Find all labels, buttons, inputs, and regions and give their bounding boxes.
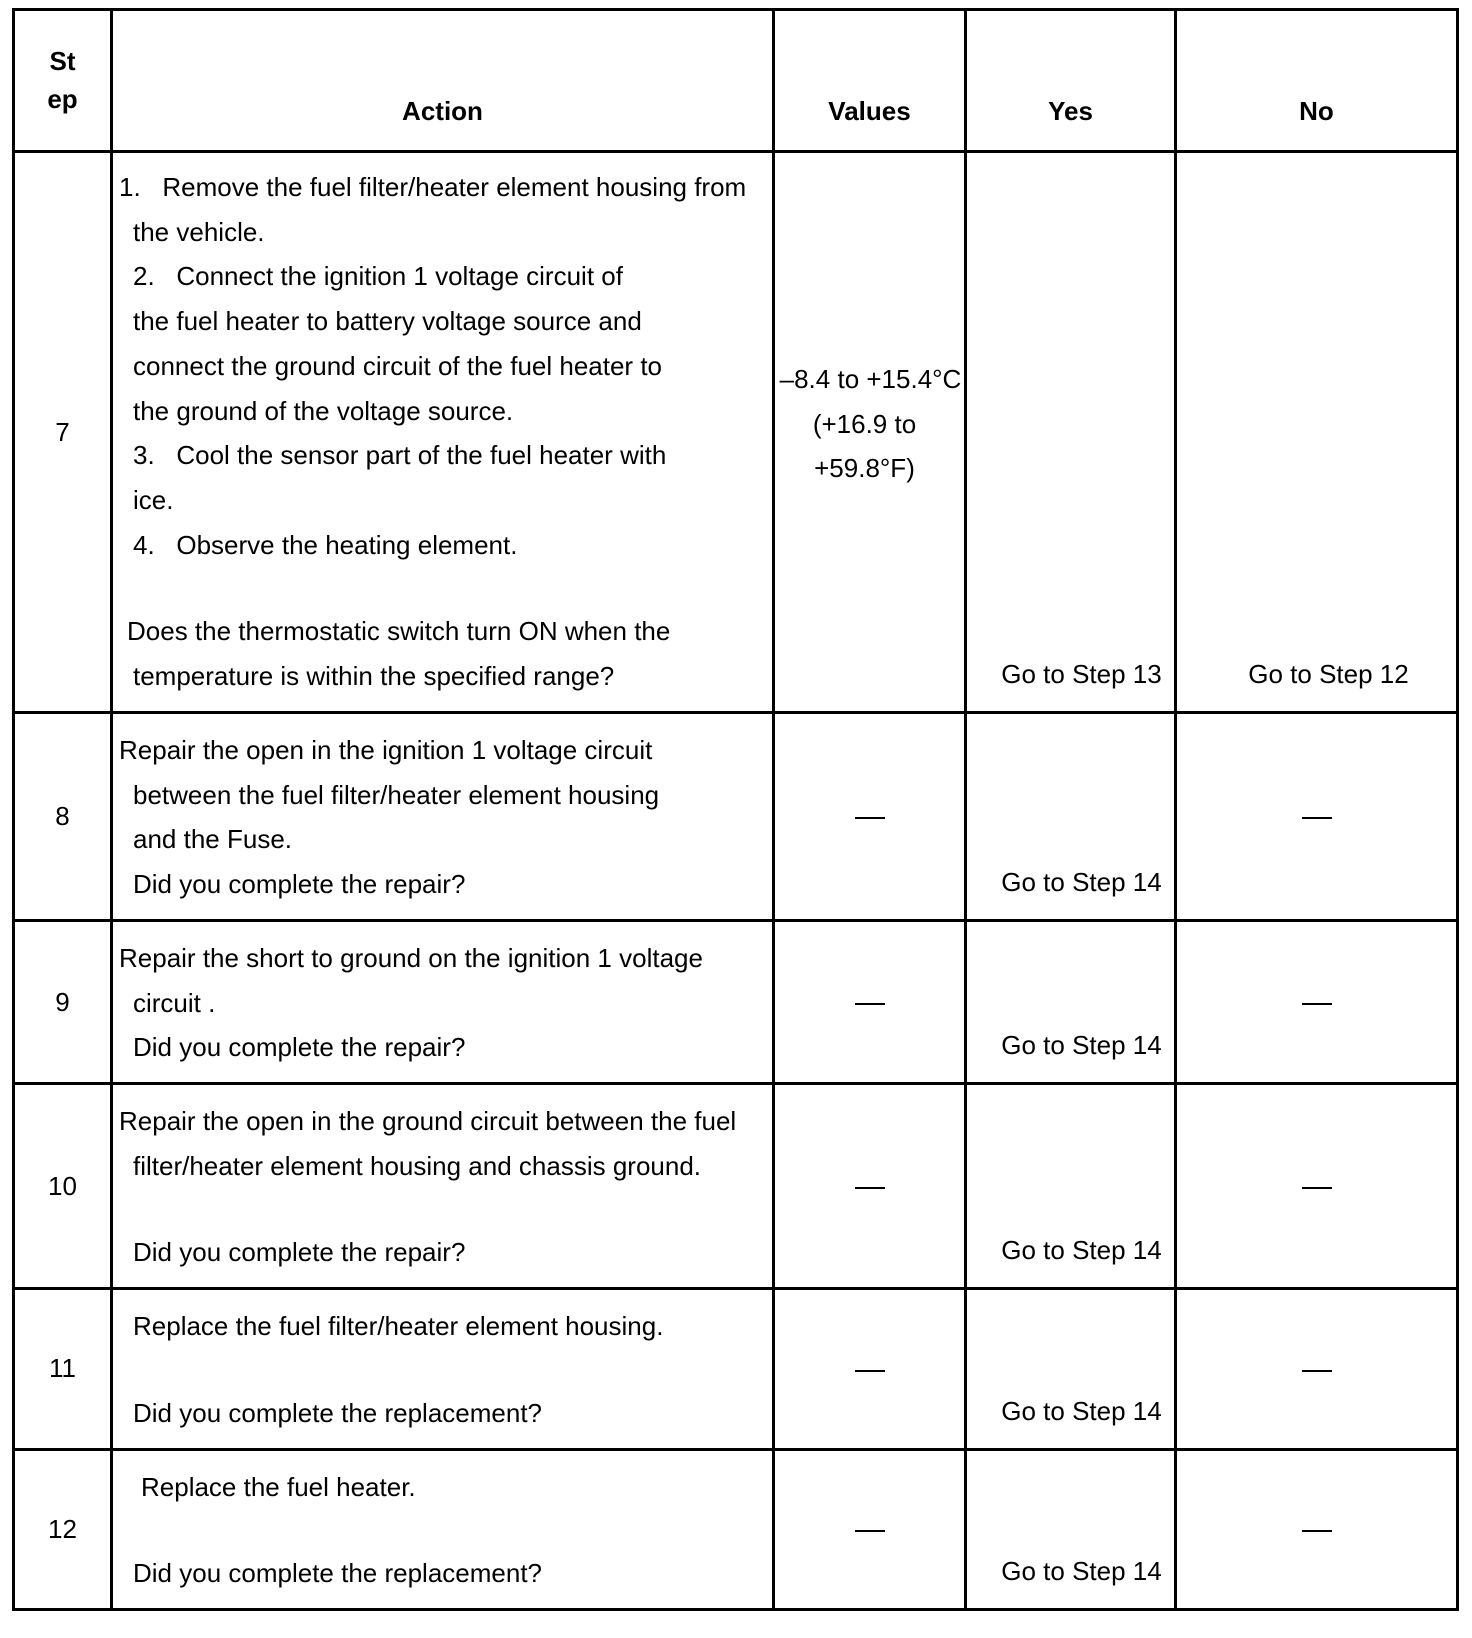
yes-cell: Go to Step 14 [966, 1449, 1176, 1609]
no-cell [1176, 1289, 1458, 1449]
header-values: Values [774, 10, 966, 152]
dash-mark [1302, 817, 1332, 819]
action-cell [112, 1289, 774, 1449]
step-number: 7 [14, 152, 112, 713]
step-number: 11 [14, 1289, 112, 1449]
value-line: –8.4 to +15.4°C [779, 364, 962, 394]
header-step-line-2: ep [47, 83, 78, 114]
table-row [14, 1449, 1458, 1609]
dash-mark [855, 817, 885, 819]
yes-cell: Go to Step 14 [966, 1289, 1176, 1449]
yes-cell: Go to Step 13 [966, 152, 1176, 713]
action-line: Repair the open in the ignition 1 voltage circuit [119, 734, 653, 765]
table-row [14, 152, 1458, 713]
values-cell [774, 1083, 966, 1288]
yes-cell: Go to Step 14 [966, 920, 1176, 1083]
action-cell [112, 152, 774, 713]
action-line: Did you complete the replacement? [133, 1558, 543, 1589]
header-step-line-1: St [49, 45, 76, 76]
no-cell: Go to Step 12 [1176, 152, 1458, 713]
dash-mark [1302, 1187, 1332, 1189]
no-cell [1176, 1083, 1458, 1288]
dash-mark [855, 1370, 885, 1372]
action-cell [112, 920, 774, 1083]
dash-mark [1302, 1370, 1332, 1372]
header-step [14, 10, 112, 152]
dash-mark [855, 1187, 885, 1189]
action-line: circuit . [133, 987, 216, 1018]
no-cell [1176, 920, 1458, 1083]
header-action: Action [112, 10, 774, 152]
dash-mark [855, 1003, 885, 1005]
action-line: 1. Remove the fuel filter/heater element housing from [119, 172, 747, 202]
diagnostic-table [12, 8, 1459, 1611]
action-line: Did you complete the repair? [133, 1032, 466, 1063]
action-line: ice. [133, 485, 174, 516]
dash-mark [1302, 1530, 1332, 1532]
action-line: Does the thermostatic switch turn ON when the [127, 616, 671, 647]
action-cell [112, 1083, 774, 1288]
table-row [14, 920, 1458, 1083]
action-line: 3. Cool the sensor part of the fuel heater with [133, 440, 667, 471]
yes-cell: Go to Step 14 [966, 712, 1176, 920]
action-line: the vehicle. [133, 216, 265, 247]
values-cell [774, 1449, 966, 1609]
action-line: Repair the short to ground on the ignition 1 voltage [119, 942, 703, 973]
no-cell [1176, 1449, 1458, 1609]
values-cell [774, 152, 966, 713]
action-line: Replace the fuel filter/heater element housing. [133, 1311, 664, 1342]
yes-cell: Go to Step 14 [966, 1083, 1176, 1288]
action-line: 4. Observe the heating element. [133, 529, 518, 560]
action-line: filter/heater element housing and chassis ground. [133, 1150, 702, 1181]
dash-mark [1302, 1003, 1332, 1005]
value-line: (+16.9 to [812, 408, 917, 439]
step-number: 12 [14, 1449, 112, 1609]
action-line: Replace the fuel heater. [141, 1471, 416, 1502]
values-cell [774, 1289, 966, 1449]
table-row [14, 1289, 1458, 1449]
action-line: temperature is within the specified range? [133, 661, 615, 692]
action-line: between the fuel filter/heater element housing [133, 779, 660, 810]
values-cell [774, 920, 966, 1083]
header-row [14, 10, 1458, 152]
action-line: Did you complete the repair? [133, 869, 466, 900]
table-row [14, 1083, 1458, 1288]
action-line: connect the ground circuit of the fuel heater to [133, 350, 663, 381]
step-number: 9 [14, 920, 112, 1083]
action-line: 2. Connect the ignition 1 voltage circuit of [133, 261, 623, 292]
table-row [14, 712, 1458, 920]
no-cell [1176, 712, 1458, 920]
header-yes: Yes [966, 10, 1176, 152]
action-line: Did you complete the replacement? [133, 1397, 543, 1428]
action-line: Repair the open in the ground circuit between the fuel [119, 1105, 737, 1136]
action-line: the fuel heater to battery voltage source and [133, 306, 642, 337]
values-cell [774, 712, 966, 920]
action-cell [112, 712, 774, 920]
action-line: the ground of the voltage source. [133, 395, 514, 426]
step-number: 8 [14, 712, 112, 920]
action-line: and the Fuse. [133, 824, 292, 855]
value-line: +59.8°F) [814, 453, 915, 484]
action-cell [112, 1449, 774, 1609]
header-no: No [1176, 10, 1458, 152]
step-number: 10 [14, 1083, 112, 1288]
dash-mark [855, 1530, 885, 1532]
action-line: Did you complete the repair? [133, 1237, 466, 1268]
